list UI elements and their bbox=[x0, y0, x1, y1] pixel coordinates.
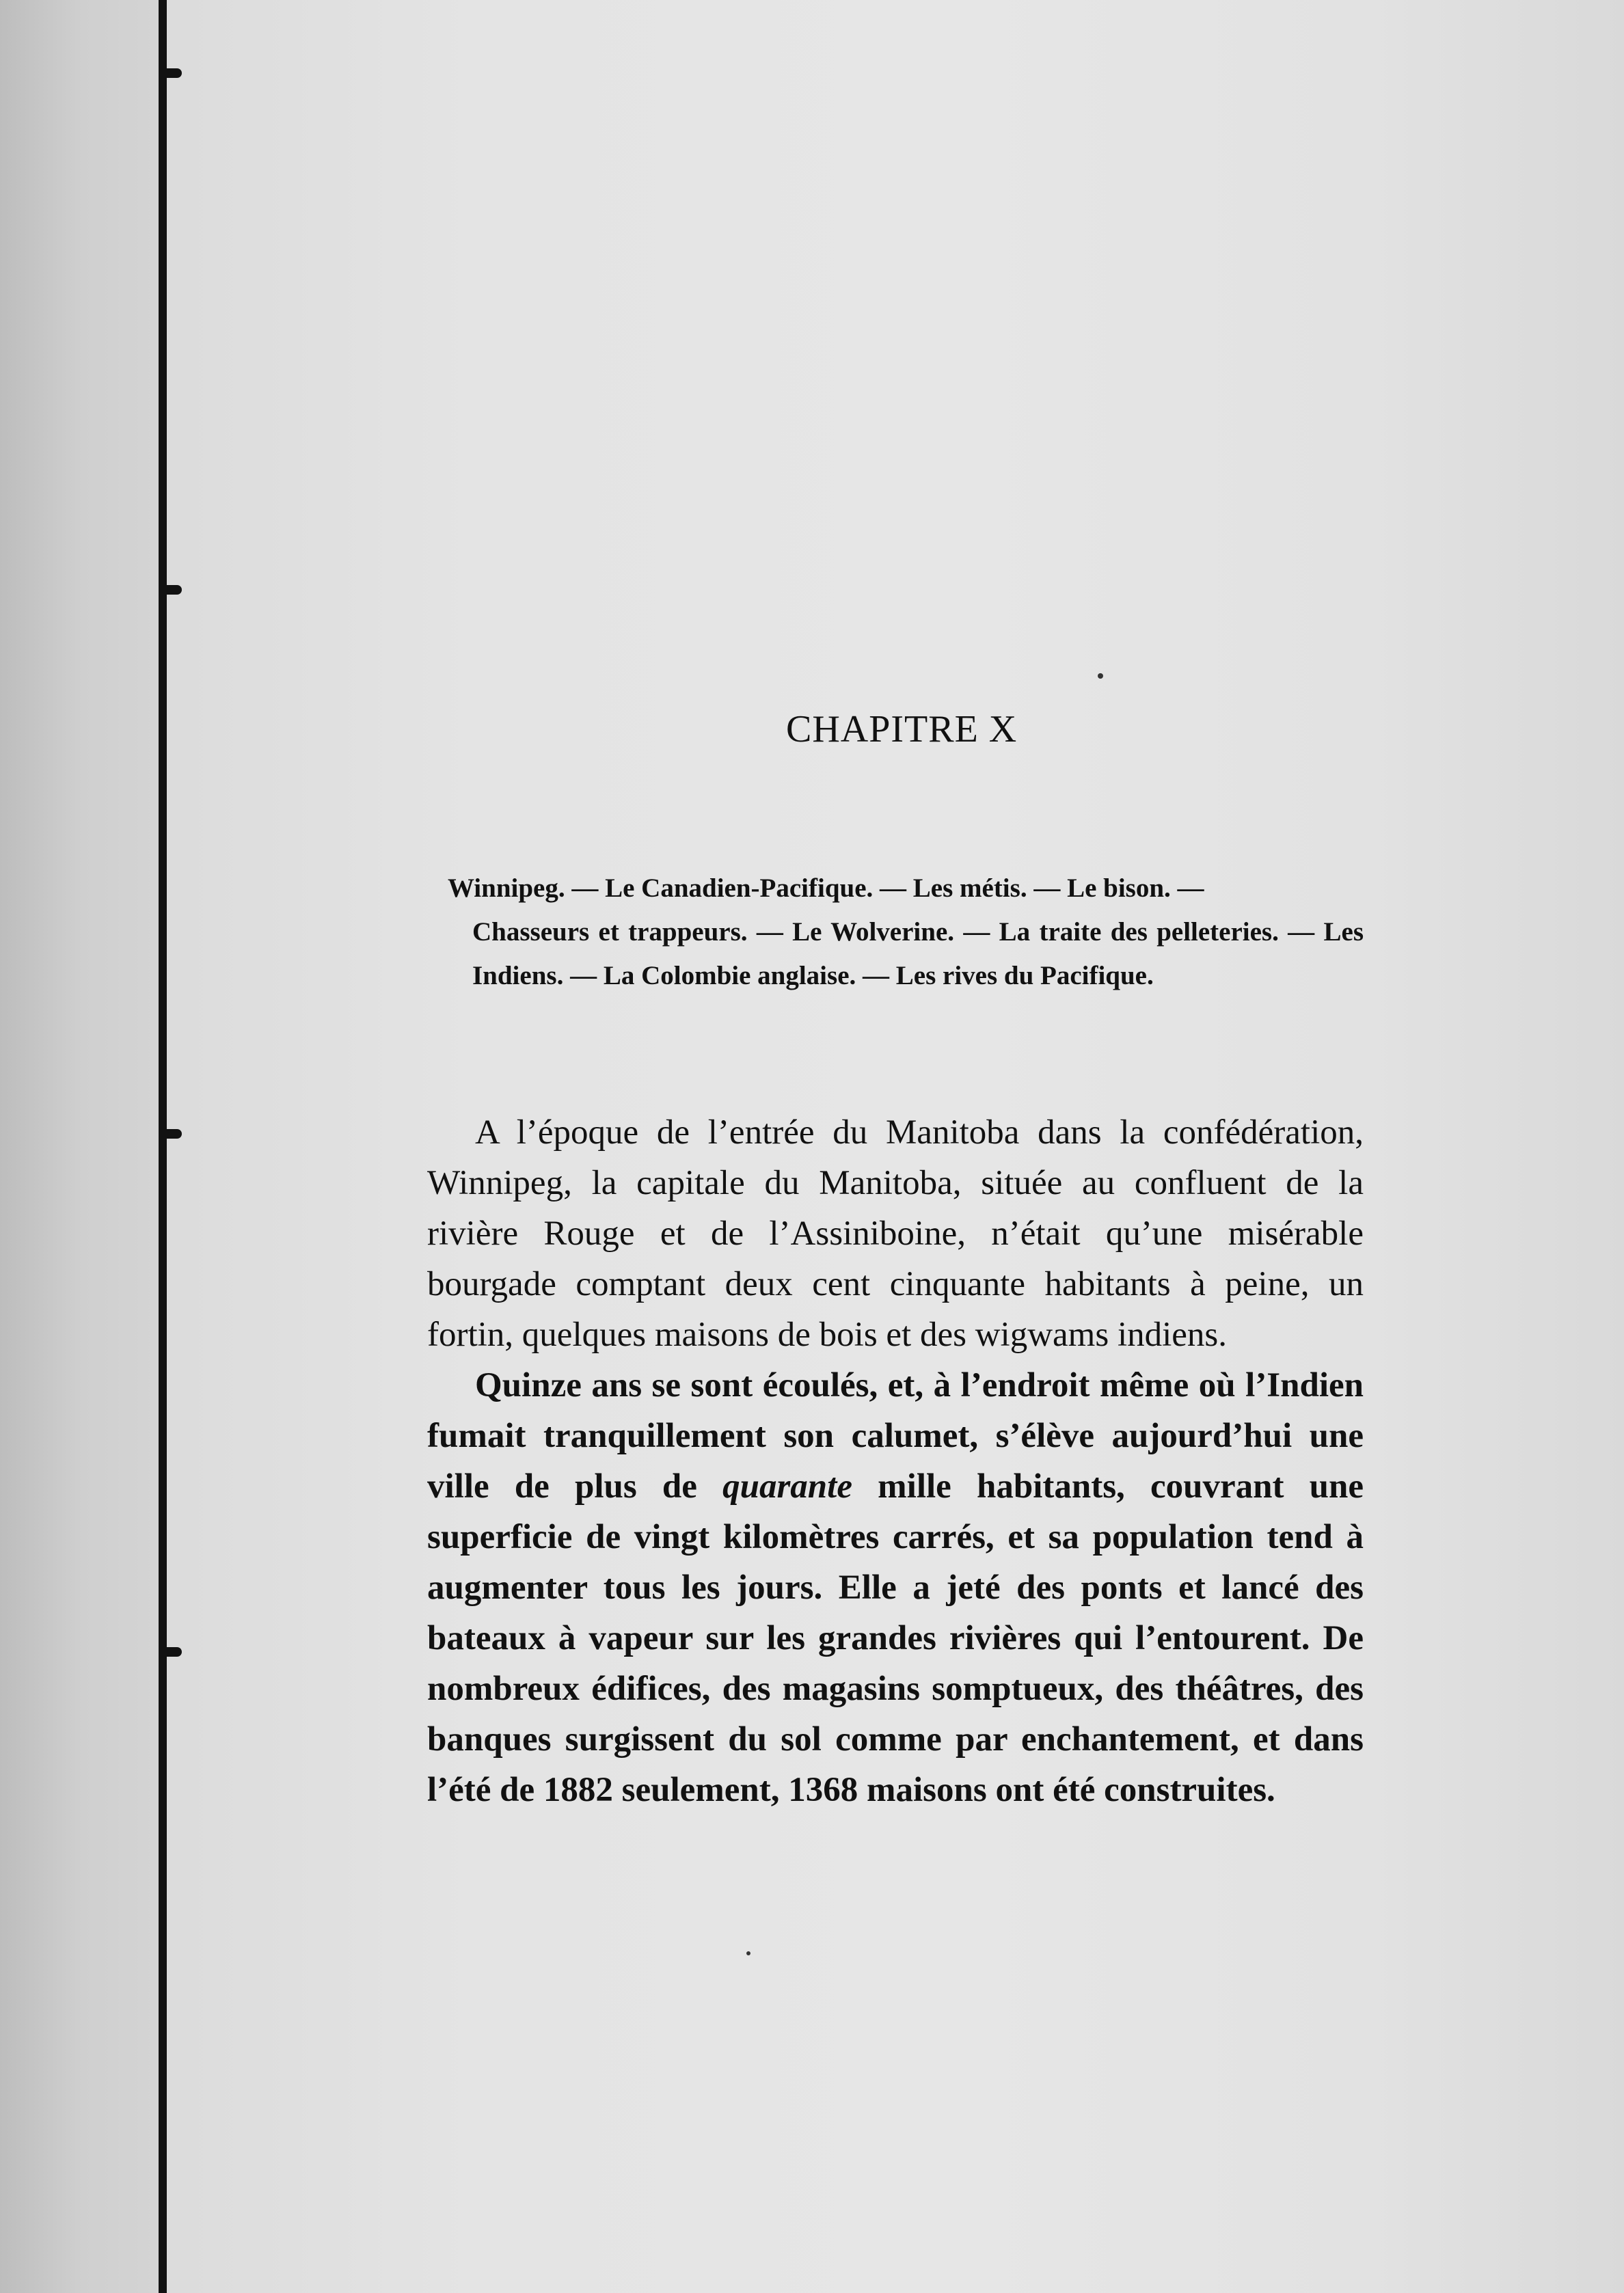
italic-word: quarante bbox=[722, 1467, 852, 1506]
binding-notch bbox=[161, 68, 182, 78]
binding-edge-line bbox=[159, 0, 167, 2293]
paragraph-1: A l’époque de l’entrée du Manitoba dans la confédération, Winnipeg, la capitale du Manitoba, située au confluent de la rivière Rouge et de l’Assiniboine, n’était qu’une misérable bourgade comptant deux cent cinquante habitants à peine, un fortin, quelques maisons de bois et des wigwams indiens. bbox=[427, 1113, 1364, 1354]
paragraph-2-end: mille habitants, couvrant une superficie de vingt kilomètres carrés, et sa population tend à augmenter tous les jours. Elle a jeté des ponts et lancé des bateaux à vapeur sur les grandes rivières qui l’entourent. De nombreux édifices, des magasins somptueux, des théâtres, des banques surgissent du sol comme par enchantement, et dans l’été de 1882 seulement, 1368 maisons ont été construites. bbox=[427, 1467, 1364, 1809]
body-text bbox=[427, 1107, 1364, 1815]
ink-speck bbox=[746, 1951, 750, 1955]
ink-speck bbox=[1098, 673, 1103, 679]
paragraph-2 bbox=[427, 1360, 1364, 1815]
binding-notch bbox=[161, 1129, 182, 1139]
left-page-margin bbox=[0, 0, 159, 2293]
summary-first-line: Winnipeg. — Le Canadien-Pacifique. — Les métis. — Le bison. — bbox=[448, 873, 1204, 903]
summary-continuation: Chasseurs et trappeurs. — Le Wolverine. — La traite des pelleteries. — Les Indiens. — La Colombie anglaise. — Les rives du Pacifique. bbox=[472, 917, 1364, 990]
binding-notch bbox=[161, 585, 182, 595]
binding-notch bbox=[161, 1647, 182, 1657]
chapter-summary bbox=[448, 867, 1364, 998]
paragraph-2-start: Quinze ans se sont écoulés, et, à l’endroit même où l’Indien fumait tranquillement son calumet, s’élève aujourd’hui une ville de plus de bbox=[427, 1366, 1364, 1506]
chapter-title: CHAPITRE X bbox=[786, 708, 1018, 750]
